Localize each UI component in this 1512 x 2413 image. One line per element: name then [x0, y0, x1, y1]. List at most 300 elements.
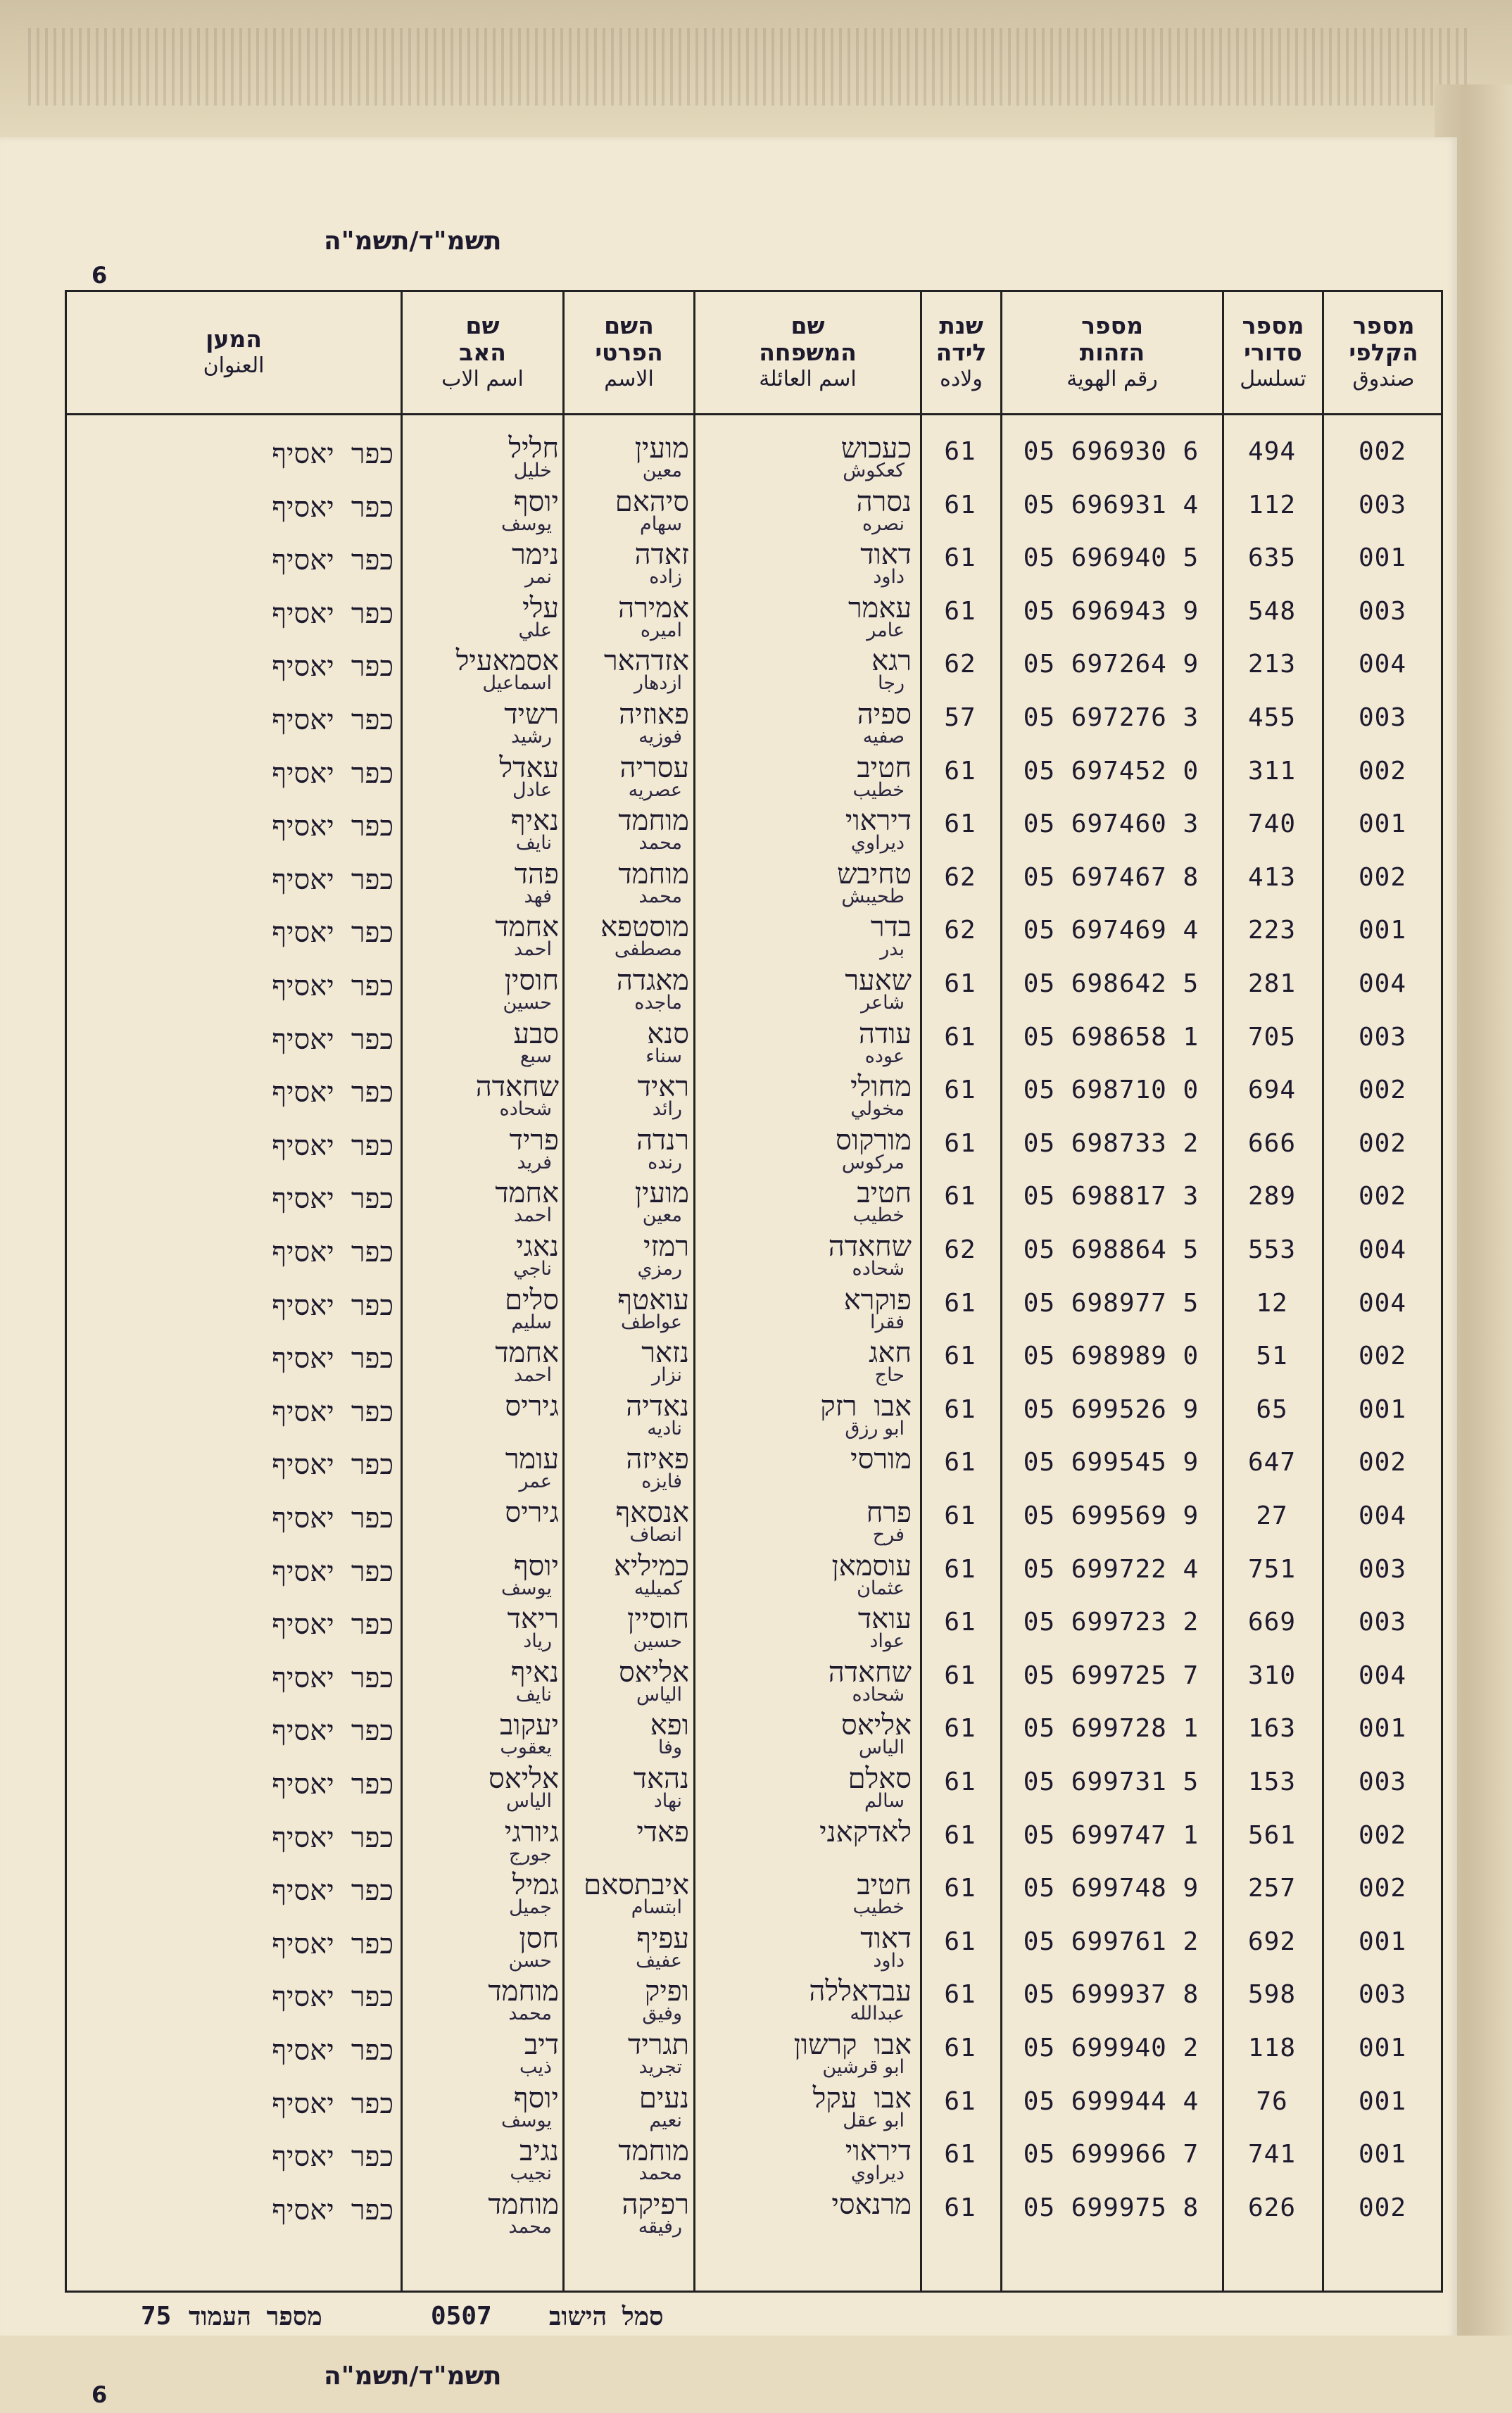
cell-year: 61: [944, 1342, 976, 1371]
cell-id: 05 699545 9: [1023, 1448, 1199, 1478]
table-row: [67, 1598, 1441, 1651]
cell-id: 05 699526 9: [1023, 1394, 1199, 1424]
cell-first-arabic: معين: [642, 1204, 682, 1227]
cell-id: 05 698989 0: [1023, 1342, 1199, 1371]
cell-box: 004: [1358, 969, 1407, 998]
header-family-name: שם המשפחה اسم العائلة: [693, 292, 920, 413]
cell-id: 05 697467 8: [1023, 862, 1199, 892]
cell-id: 05 696930 6: [1023, 437, 1199, 466]
table-row: [67, 1226, 1441, 1279]
cell-father-arabic: حسن: [508, 1949, 552, 1972]
cell-first-arabic: ابتسام: [631, 1896, 682, 1919]
cell-father: גיריס: [505, 1497, 559, 1529]
cell-id: 05 698710 0: [1023, 1076, 1199, 1105]
cell-family-arabic: شحاده: [852, 1683, 905, 1706]
cell-first-arabic: وفا: [657, 1737, 682, 1759]
cell-first-arabic: عفيف: [636, 1949, 682, 1972]
table-row: [67, 1013, 1441, 1066]
cell-id: 05 697452 0: [1023, 756, 1199, 786]
cell-first: סיהאם: [615, 485, 689, 518]
cell-family-arabic: نصره: [862, 512, 905, 535]
table-row: [67, 1119, 1441, 1173]
cell-family: נסרה: [856, 485, 912, 518]
cell-family-arabic: مخولي: [850, 1098, 905, 1121]
cell-box: 003: [1358, 1980, 1407, 2010]
table-row: [67, 1492, 1441, 1545]
cell-father-arabic: احمد: [514, 1204, 552, 1227]
cell-address: כפר יאסיף: [272, 650, 393, 683]
cell-first: עפיף: [636, 1922, 689, 1955]
cell-box: 003: [1358, 1768, 1407, 1796]
cell-first-arabic: رائد: [652, 1098, 682, 1121]
cell-address: כפר יאסיף: [272, 544, 393, 577]
cell-address: כפר יאסיף: [272, 863, 393, 896]
cell-father-arabic: يوسف: [500, 512, 552, 535]
cell-first-arabic: عصريه: [628, 779, 682, 801]
cell-family-arabic: خطيب: [852, 1204, 905, 1227]
cell-father: חליל: [508, 432, 559, 465]
cell-family-arabic: عثمان: [857, 1577, 905, 1599]
cell-address: כפר יאסיף: [272, 1183, 393, 1216]
cell-serial: 289: [1247, 1182, 1297, 1211]
cell-family-arabic: ديراوي: [850, 2162, 905, 2185]
header-first-name: השם הפרטי الاسم: [562, 292, 693, 413]
cell-father: מוחמד: [488, 2188, 559, 2221]
cell-address: כפר יאסיף: [272, 704, 393, 736]
cell-family: סאלם: [848, 1763, 912, 1795]
cell-serial: 669: [1247, 1608, 1297, 1637]
table-row: [67, 1438, 1441, 1492]
cell-box: 001: [1358, 2086, 1407, 2116]
cell-address: כפר יאסיף: [272, 438, 393, 470]
cell-first: רנדה: [636, 1123, 689, 1157]
cell-family: דיראוי: [845, 805, 912, 838]
cell-father: שחאדה: [475, 1071, 559, 1104]
cell-family-arabic: حاج: [874, 1364, 905, 1387]
cell-year: 61: [944, 1182, 976, 1211]
cell-year: 61: [944, 490, 976, 519]
cell-serial: 76: [1256, 2086, 1288, 2116]
cell-family-arabic: سالم: [864, 1790, 905, 1812]
cell-family-arabic: ديراوي: [850, 832, 905, 855]
cell-father-arabic: نايف: [515, 832, 552, 855]
cell-first: עואטף: [617, 1283, 689, 1316]
cell-family: דיראוי: [845, 2135, 912, 2168]
table-row: [67, 959, 1441, 1013]
cell-father: יעקוב: [499, 1709, 559, 1742]
cell-father: גיורגי: [504, 1815, 559, 1848]
cell-family: פרח: [866, 1497, 912, 1529]
table-row: [67, 1651, 1441, 1705]
cell-box: 002: [1358, 2193, 1407, 2222]
cell-address: כפר יאסיף: [272, 1129, 393, 1162]
cell-year: 61: [944, 1076, 976, 1105]
table-row: [67, 1970, 1441, 2024]
cell-father-arabic: نجيب: [510, 2162, 552, 2185]
page-value: 75: [141, 2302, 172, 2331]
cell-father-arabic: يعقوب: [500, 1737, 552, 1759]
cell-id: 05 699761 2: [1023, 1927, 1199, 1956]
cell-first-arabic: محمد: [638, 832, 682, 855]
cell-father-arabic: محمد: [508, 2215, 552, 2238]
cell-year: 62: [944, 916, 976, 945]
cell-father-arabic: علي: [518, 619, 552, 641]
table-row: [67, 1172, 1441, 1226]
cell-father-arabic: خليل: [513, 460, 552, 481]
cell-father-arabic: احمد: [514, 1364, 552, 1387]
cell-address: כפר יאסיף: [272, 1715, 393, 1748]
table-row: [67, 587, 1441, 641]
cell-family: כעכוש: [840, 432, 912, 465]
cell-address: כפר יאסיף: [272, 2141, 393, 2174]
cell-father-arabic: رياد: [523, 1630, 552, 1653]
table-row: [67, 747, 1441, 800]
header-birth-year: שנת לידה ولاده: [920, 292, 1000, 413]
cell-family: אליאס: [841, 1709, 912, 1742]
cell-family-arabic: داود: [873, 566, 905, 588]
table-row: [67, 427, 1441, 481]
header-address: המען العنوان: [203, 325, 265, 378]
cell-serial: 413: [1247, 862, 1297, 892]
cell-id: 05 697264 9: [1023, 650, 1199, 679]
cell-box: 004: [1358, 1235, 1407, 1264]
cell-first-arabic: رفيقه: [638, 2215, 682, 2238]
cell-father: יוסף: [513, 2081, 559, 2115]
cell-serial: 494: [1247, 437, 1297, 466]
cell-year: 62: [944, 862, 976, 892]
cell-first: חוסיין: [627, 1603, 689, 1636]
cell-first: אמירה: [618, 591, 689, 624]
cell-family: מורסי: [850, 1443, 912, 1476]
cell-id: 05 699747 1: [1023, 1820, 1199, 1850]
cell-family-arabic: كعكوش: [843, 460, 905, 481]
cell-box: 002: [1358, 1182, 1407, 1211]
cell-father: נאיף: [510, 805, 559, 838]
cell-serial: 666: [1247, 1128, 1297, 1158]
cell-year: 61: [944, 1022, 976, 1052]
cell-first-arabic: مصطفى: [614, 938, 682, 961]
page-number: 6: [92, 262, 108, 289]
cell-family-arabic: طحيبش: [841, 885, 905, 907]
cell-id: 05 699728 1: [1023, 1714, 1199, 1744]
cell-father-arabic: ناجي: [513, 1258, 552, 1280]
cell-family-arabic: [693, 2216, 905, 2269]
cell-family-arabic: عواد: [869, 1630, 905, 1653]
cell-id: 05 699975 8: [1023, 2193, 1199, 2222]
cell-id: 05 699944 4: [1023, 2086, 1199, 2116]
cell-first: אליאס: [619, 1656, 689, 1689]
cell-father: סבע: [513, 1017, 559, 1050]
cell-id: 05 696943 9: [1023, 596, 1199, 626]
cell-year: 61: [944, 2034, 976, 2062]
cell-serial: 223: [1247, 916, 1297, 945]
cell-year: 61: [944, 1661, 976, 1690]
cell-family-arabic: عبدالله: [850, 2003, 905, 2025]
cell-first: זאדה: [634, 538, 689, 572]
cell-first-arabic: فوزيه: [638, 726, 682, 748]
table-row: [67, 906, 1441, 959]
cell-first: מועין: [634, 1177, 689, 1210]
cell-box: 002: [1358, 1076, 1407, 1105]
cell-box: 003: [1358, 596, 1407, 626]
cell-serial: 553: [1247, 1235, 1297, 1264]
cell-address: כפר יאסיף: [272, 2087, 393, 2120]
cell-father-arabic: حسين: [503, 992, 552, 1014]
cell-year: 61: [944, 1820, 976, 1850]
cell-box: 004: [1358, 1501, 1407, 1530]
cell-first-arabic: محمد: [638, 885, 682, 907]
cell-id: 05 699940 2: [1023, 2034, 1199, 2062]
cell-first: מוחמד: [618, 857, 689, 890]
cell-father: נאיף: [510, 1656, 559, 1689]
cell-family: עואד: [857, 1603, 912, 1636]
cell-father-arabic: عمر: [519, 1470, 552, 1493]
cell-serial: 694: [1247, 1076, 1297, 1105]
cell-year: 61: [944, 1874, 976, 1903]
cell-father: רשיד: [504, 698, 559, 731]
cell-year: 61: [944, 1394, 976, 1424]
cell-address: כפר יאסיף: [272, 1821, 393, 1854]
cell-year: 62: [944, 650, 976, 679]
cell-serial: 65: [1256, 1394, 1288, 1424]
cell-box: 002: [1358, 1128, 1407, 1158]
table-row: [67, 481, 1441, 534]
cell-box: 002: [1358, 437, 1407, 466]
cell-first: נהאד: [633, 1763, 689, 1795]
cell-id: 05 697469 4: [1023, 916, 1199, 945]
cell-box: 003: [1358, 1022, 1407, 1052]
cell-first: פאוזיה: [619, 698, 689, 731]
cell-family: פוקרא: [843, 1283, 912, 1316]
cell-first: אזדהאר: [603, 645, 689, 678]
cell-first-arabic: وفيق: [642, 2003, 682, 2025]
cell-father-arabic: سليم: [511, 1311, 552, 1333]
cell-address: כפר יאסיף: [272, 2034, 393, 2067]
cell-family: אבו רזק: [820, 1390, 912, 1423]
cell-family-arabic: عوده: [864, 1045, 905, 1067]
cell-address: כפר יאסיף: [272, 491, 393, 524]
cell-family-arabic: داود: [873, 1949, 905, 1972]
next-page-number: 6: [92, 2381, 108, 2408]
cell-father-arabic: يوسف: [500, 1577, 552, 1599]
table-row: [67, 1811, 1441, 1865]
cell-father: גיריס: [505, 1390, 559, 1423]
cell-family: טחיבש: [837, 857, 912, 890]
cell-father: חוסין: [504, 964, 559, 997]
cell-address: כפר יאסיף: [272, 1289, 393, 1322]
cell-serial: 281: [1247, 969, 1297, 998]
cell-address: כפר יאסיף: [272, 1023, 393, 1056]
cell-address: כפר יאסיף: [272, 1076, 393, 1109]
cell-id: 05 698977 5: [1023, 1288, 1199, 1318]
cell-serial: 561: [1247, 1820, 1297, 1850]
table-row: [67, 1704, 1441, 1758]
cell-first: מאגדה: [616, 964, 689, 997]
cell-family-arabic: الياس: [858, 1737, 905, 1759]
cell-address: כפר יאסיף: [272, 1449, 393, 1482]
cell-father: סלים: [505, 1283, 559, 1316]
cell-serial: 741: [1247, 2140, 1297, 2169]
cell-year: 61: [944, 2140, 976, 2169]
cell-id: 05 698733 2: [1023, 1128, 1199, 1158]
cell-family: מרנאסי: [831, 2188, 912, 2221]
cell-first-arabic: الياس: [636, 1683, 682, 1706]
voter-table: [65, 290, 1443, 2293]
cell-serial: 598: [1247, 1980, 1297, 2010]
cell-first: פאיזה: [626, 1443, 689, 1476]
cell-year: 61: [944, 1288, 976, 1318]
cell-first-arabic: معين: [642, 460, 682, 481]
table-row: [67, 1917, 1441, 1971]
cell-address: כפר יאסיף: [272, 1981, 393, 2014]
cell-first: סנא: [647, 1017, 689, 1050]
cell-id: 05 699731 5: [1023, 1768, 1199, 1796]
cell-first-arabic: فايزه: [641, 1470, 682, 1493]
cell-address: כפר יאסיף: [272, 810, 393, 843]
cell-address: כפר יאסיף: [272, 1395, 393, 1428]
cell-father-arabic: رشيد: [511, 726, 552, 748]
cell-first: ופיק: [644, 1975, 689, 2008]
cell-first-arabic: محمد: [638, 2162, 682, 2185]
cell-box: 004: [1358, 1288, 1407, 1318]
cell-father-arabic: احمد: [514, 938, 552, 961]
table-header: [67, 292, 1441, 415]
cell-father: מוחמד: [488, 1975, 559, 2008]
cell-father: אסמאעיל: [455, 645, 559, 678]
cell-id: 05 699725 7: [1023, 1661, 1199, 1690]
cell-id: 05 699722 4: [1023, 1554, 1199, 1584]
cell-father: אליאס: [489, 1763, 559, 1795]
cell-id: 05 699723 2: [1023, 1608, 1199, 1637]
settlement-label: סמל הישוב: [549, 2302, 664, 2331]
cell-serial: 740: [1247, 809, 1297, 839]
cell-first: עסריה: [619, 751, 689, 784]
cell-id: 05 698658 1: [1023, 1022, 1199, 1052]
cell-first: תגריד: [628, 2029, 689, 2061]
cell-serial: 751: [1247, 1554, 1297, 1584]
cell-serial: 51: [1256, 1342, 1288, 1371]
table-row: [67, 1864, 1441, 1917]
cell-family: עודה: [858, 1017, 912, 1050]
cell-year: 61: [944, 1980, 976, 2010]
cell-family: ספיה: [857, 698, 912, 731]
next-page-strip: [0, 2336, 1512, 2413]
cell-address: כפר יאסיף: [272, 597, 393, 630]
table-row: [67, 1758, 1441, 1811]
cell-year: 61: [944, 1608, 976, 1637]
cell-address: כפר יאסיף: [272, 1661, 393, 1694]
cell-first-arabic: رنده: [648, 1151, 682, 1173]
cell-family: עבדאללה: [809, 1975, 912, 2008]
cell-family: עאמר: [848, 591, 912, 624]
cell-first-arabic: ناديه: [647, 1417, 682, 1439]
cell-address: כפר יאסיף: [272, 2193, 393, 2226]
cell-first: אנסאף: [615, 1497, 689, 1529]
cell-box: 001: [1358, 1714, 1407, 1744]
cell-address: כפר יאסיף: [272, 1342, 393, 1375]
cell-first: נעים: [638, 2081, 689, 2115]
cell-serial: 635: [1247, 543, 1297, 573]
cell-first: מוסטפא: [600, 911, 689, 944]
cell-serial: 705: [1247, 1022, 1297, 1052]
cell-address: כפר יאסיף: [272, 1608, 393, 1642]
next-page-title: תשמ"ד/תשמ"ה: [324, 2362, 502, 2390]
cell-father: נאגי: [516, 1230, 559, 1263]
cell-address: כפר יאסיף: [272, 1927, 393, 1960]
cell-family-arabic: صفيه: [862, 726, 905, 748]
table-row: [67, 1545, 1441, 1599]
cell-serial: 311: [1247, 756, 1297, 786]
cell-id: 05 698817 3: [1023, 1182, 1199, 1211]
cell-first: רמזי: [643, 1230, 689, 1263]
cell-serial: 257: [1247, 1874, 1297, 1903]
cell-family: לאדקאני: [819, 1815, 912, 1848]
cell-id: 05 699748 9: [1023, 1874, 1199, 1903]
cell-family-arabic: فقرا: [870, 1311, 905, 1333]
cell-serial: 153: [1247, 1768, 1297, 1796]
cell-box: 002: [1358, 1342, 1407, 1371]
cell-family: חטיב: [857, 751, 912, 784]
cell-box: 001: [1358, 1394, 1407, 1424]
cell-serial: 163: [1247, 1714, 1297, 1744]
table-row: [67, 640, 1441, 693]
cell-box: 004: [1358, 1661, 1407, 1690]
cell-first: איבתסאם: [584, 1869, 689, 1902]
cell-family: עוסמאן: [831, 1549, 912, 1582]
cell-first-arabic: حسين: [633, 1630, 682, 1653]
cell-family: אבו עקל: [812, 2081, 912, 2115]
cell-first: נזאר: [641, 1337, 689, 1370]
cell-box: 003: [1358, 1608, 1407, 1637]
cell-first-arabic: كميليه: [634, 1577, 682, 1599]
cell-father-arabic: اسماعيل: [482, 672, 552, 695]
cell-box: 002: [1358, 1874, 1407, 1903]
cell-father-arabic: فهد: [524, 885, 552, 907]
cell-family-arabic: شاعر: [861, 992, 905, 1014]
cell-year: 61: [944, 1714, 976, 1744]
cell-year: 61: [944, 2193, 976, 2222]
cell-family: חאג: [869, 1337, 912, 1370]
cell-box: 003: [1358, 703, 1407, 732]
cell-father-arabic: الياس: [505, 1790, 552, 1812]
cell-family: דאוד: [860, 1922, 912, 1955]
cell-father-arabic: نايف: [515, 1683, 552, 1706]
cell-father: יוסף: [513, 485, 559, 518]
settlement-code: 0507: [431, 2302, 492, 2331]
cell-serial: 548: [1247, 596, 1297, 626]
cell-id: 05 696940 5: [1023, 543, 1199, 573]
cell-address: כפר יאסיף: [272, 1236, 393, 1268]
table-row: [67, 1332, 1441, 1385]
cell-box: 001: [1358, 2034, 1407, 2062]
cell-father-arabic: نمر: [524, 566, 552, 588]
cell-family: מורקוס: [836, 1123, 912, 1157]
header-serial: מספר סדורי تسلسل: [1222, 292, 1322, 413]
cell-family: אבו קרשון: [793, 2029, 912, 2061]
cell-serial: 213: [1247, 650, 1297, 679]
cell-box: 002: [1358, 1448, 1407, 1478]
header-father-name: שם האב اسم الاب: [401, 292, 562, 413]
cell-family-arabic: مركوس: [841, 1151, 905, 1173]
cell-family-arabic: رجا: [878, 672, 905, 695]
cell-father: אחמד: [495, 1337, 559, 1370]
cell-family: חטיב: [857, 1869, 912, 1902]
cell-father: יוסף: [513, 1549, 559, 1582]
cell-family: שחאדה: [828, 1656, 912, 1689]
cell-first: נאדיה: [626, 1390, 689, 1423]
table-row: [67, 1279, 1441, 1332]
cell-family-arabic: خطيب: [852, 779, 905, 801]
